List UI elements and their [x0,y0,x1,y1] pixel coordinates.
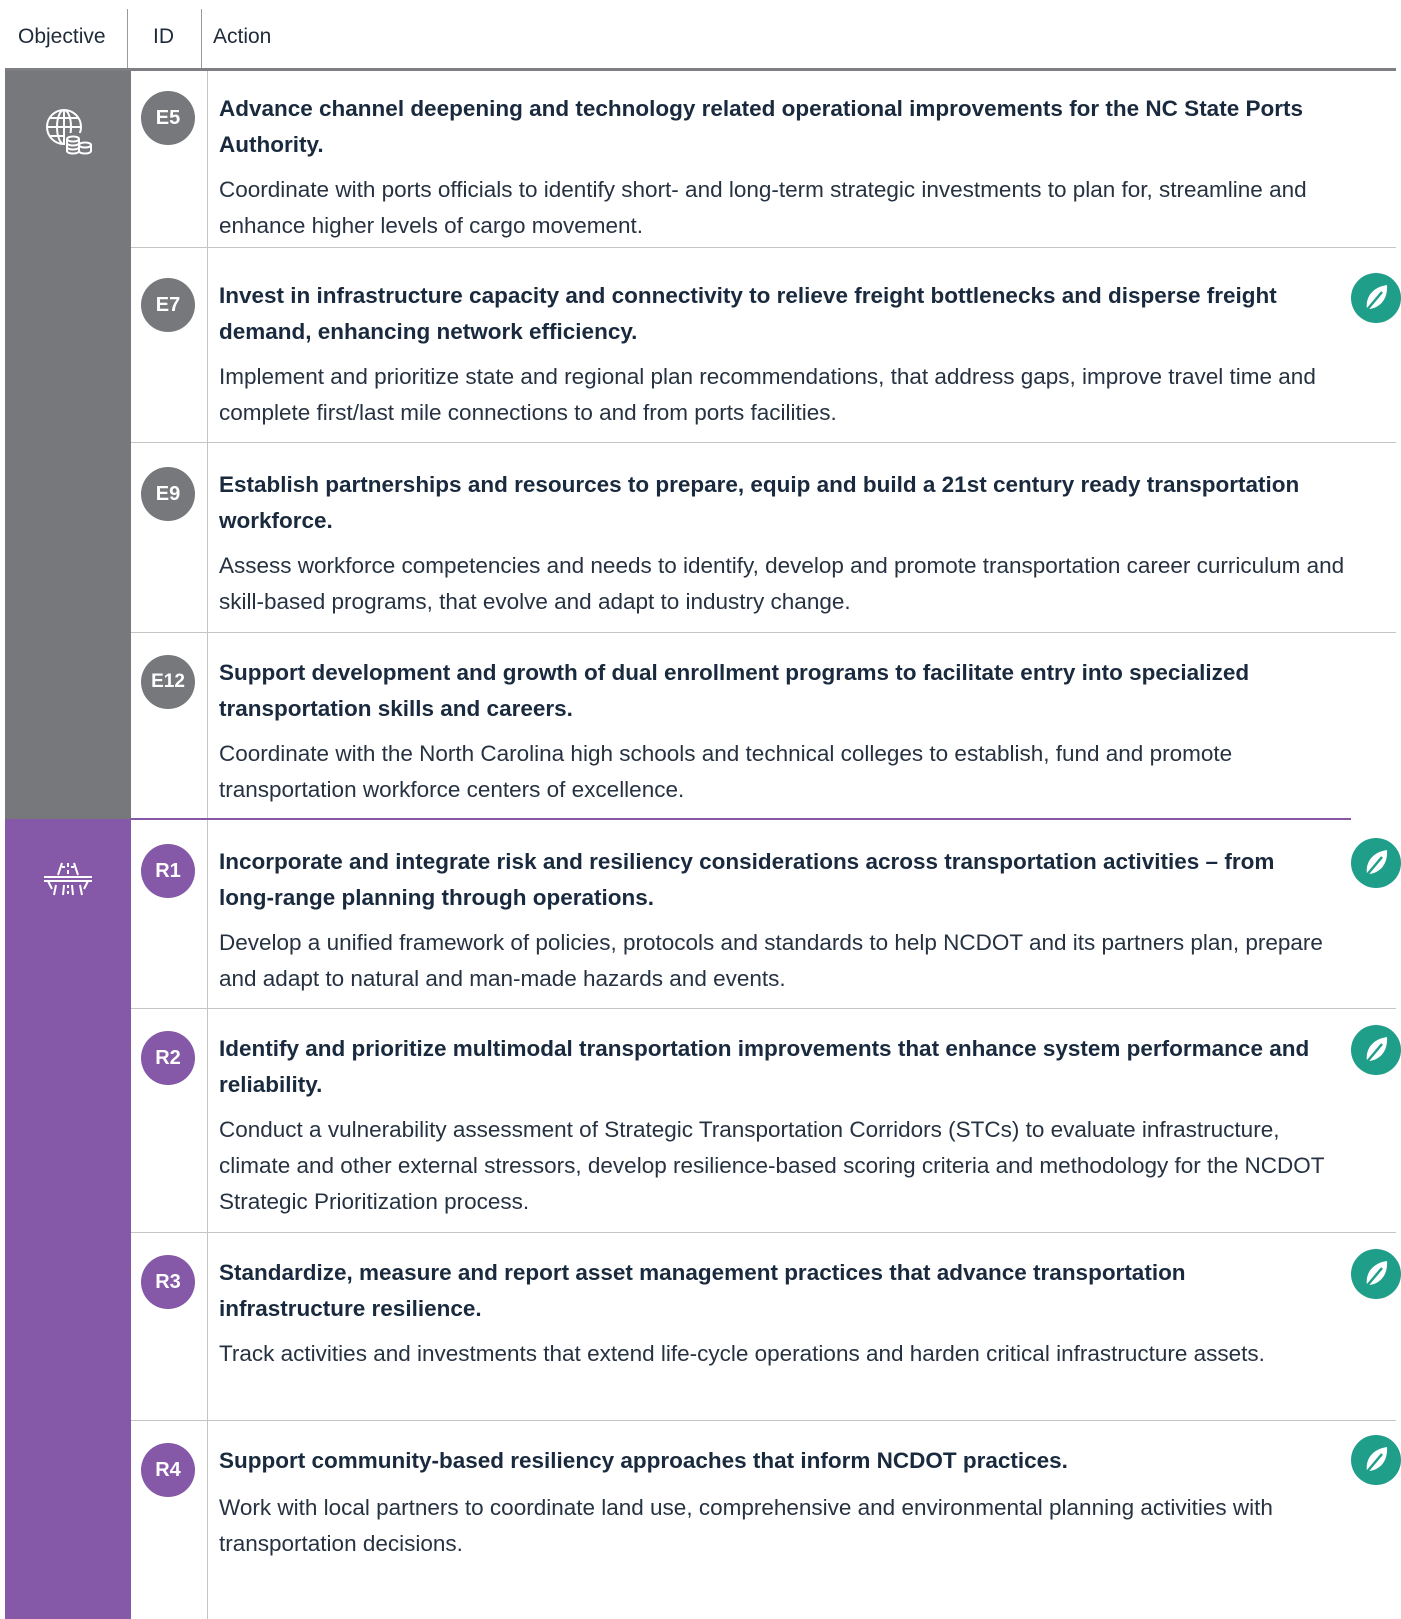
action-description: Implement and prioritize state and regional plan recommendations, that address gaps, improve travel time and complete first/last mile connections to and from ports facilities. [219,364,1316,425]
action-title: Incorporate and integrate risk and resiliency considerations across transportation activities – from long-range planning through operations. [219,849,1275,910]
action-description: Track activities and investments that extend life-cycle operations and harden critical infrastructure assets. [219,1341,1265,1366]
action-title: Advance channel deepening and technology related operational improvements for the NC State Ports Authority. [219,96,1303,157]
action-id-badge: E7 [141,278,195,332]
action-id-badge: R4 [141,1443,195,1497]
table-header [0,0,1401,69]
action-id-badge: R3 [141,1255,195,1309]
globe-coins-icon [40,103,96,163]
table-row [131,1233,1396,1421]
table-row [131,820,1396,1009]
leaf-icon [1351,838,1401,888]
action-title: Support development and growth of dual enrollment programs to facilitate entry into specialized transportation skills and careers. [219,660,1250,721]
column-divider [207,1233,208,1421]
action-title: Establish partnerships and resources to prepare, equip and build a 21st century ready transportation workforce. [219,472,1300,533]
action-title: Support community-based resiliency approaches that inform NCDOT practices. [219,1448,1068,1473]
table-row [131,633,1396,819]
highway-bridge-icon [40,857,96,917]
table-row [131,71,1396,248]
action-id-badge: E9 [141,467,195,521]
table-row [131,443,1396,633]
action-id-badge: E5 [141,91,195,145]
action-title: Identify and prioritize multimodal transportation improvements that enhance system performance and reliability. [219,1036,1310,1097]
leaf-icon [1351,273,1401,323]
column-divider [207,443,208,633]
column-divider [207,1009,208,1233]
action-description: Work with local partners to coordinate land use, comprehensive and environmental planning activities with transportation decisions. [219,1495,1273,1556]
action-id-badge: R2 [141,1031,195,1085]
header-objective: Objective [18,25,106,48]
objective-band-economy [5,71,131,819]
column-divider [207,633,208,819]
header-separator [201,9,202,69]
header-id: ID [153,25,174,48]
action-id-badge: E12 [141,655,195,709]
action-title: Standardize, measure and report asset management practices that advance transportation infrastructure resilience. [219,1260,1186,1321]
leaf-icon [1351,1249,1401,1299]
action-id-badge: R1 [141,844,195,898]
objective-band-resilience [5,819,131,1619]
table-row [131,248,1396,443]
column-divider [207,248,208,443]
header-action: Action [213,25,272,48]
table-row [131,1421,1396,1619]
action-description: Coordinate with ports officials to identify short- and long-term strategic investments to plan for, streamline and enhance higher levels of cargo movement. [219,177,1307,238]
action-description: Conduct a vulnerability assessment of Strategic Transportation Corridors (STCs) to evaluate infrastructure, climate and other external stressors, develop resilience-based scoring criteria and methodology for the NCDOT Strategic Prioritization process. [219,1117,1325,1214]
column-divider [207,1421,208,1619]
action-title: Invest in infrastructure capacity and connectivity to relieve freight bottlenecks and disperse freight demand, enhancing network efficiency. [219,283,1277,344]
column-divider [207,71,208,248]
header-separator [127,9,128,69]
table-row [131,1009,1396,1233]
action-description: Develop a unified framework of policies, protocols and standards to help NCDOT and its partners plan, prepare and adapt to natural and man-made hazards and events. [219,930,1323,991]
leaf-icon [1351,1435,1401,1485]
action-description: Coordinate with the North Carolina high schools and technical colleges to establish, fund and promote transportation workforce centers of excellence. [219,741,1233,802]
action-description: Assess workforce competencies and needs to identify, develop and promote transportation career curriculum and skill-based programs, that evolve and adapt to industry change. [219,553,1345,614]
column-divider [207,820,208,1009]
leaf-icon [1351,1025,1401,1075]
